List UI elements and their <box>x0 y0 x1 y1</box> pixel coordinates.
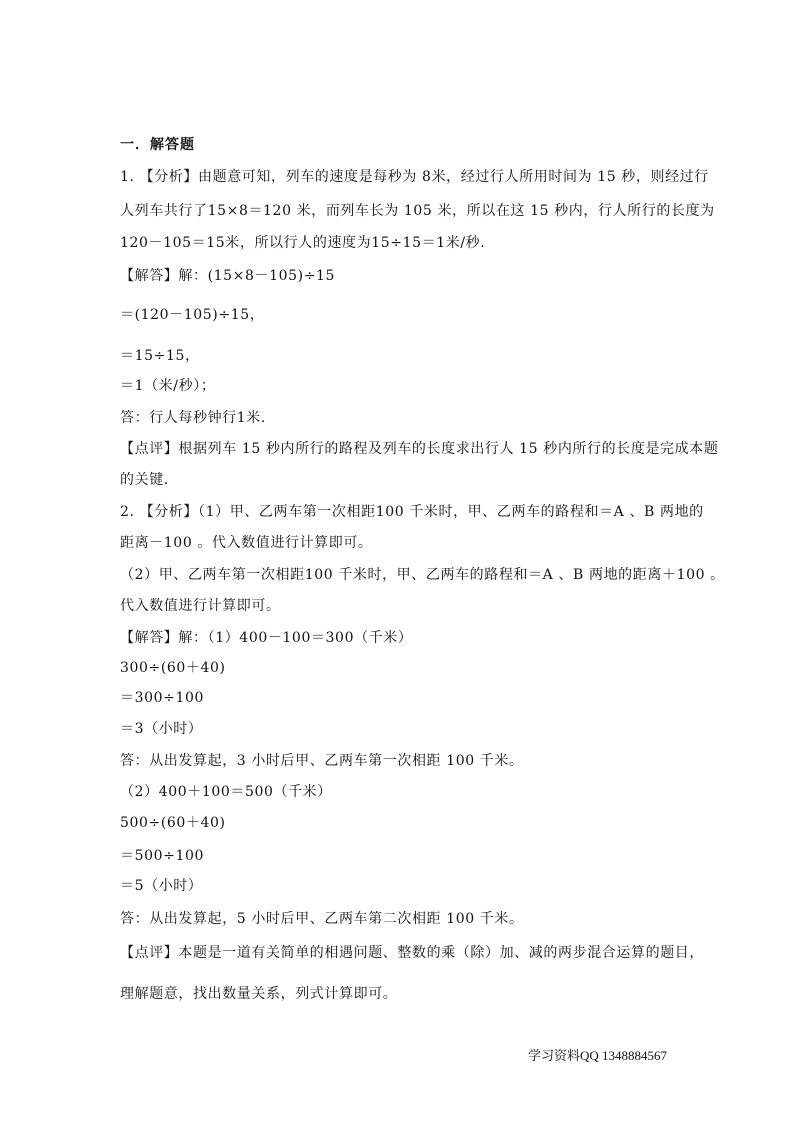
q2-solution-line-8: ＝5（小时） <box>120 878 203 894</box>
q2-solution-line-5: （2）400＋100＝500（千米） <box>120 784 332 800</box>
q1-analysis-line-1: 1. 【分析】由题意可知，列车的速度是每秒为 8米，经过行人所用时间为 15 秒，则经过行 <box>120 169 709 185</box>
q1-solution-line-2: ＝(120－105)÷15， <box>120 307 265 323</box>
q2-comment-line-1: 【点评】本题是一道有关简单的相遇问题、整数的乘（除）加、减的两步混合运算的题目， <box>120 945 704 961</box>
q2-comment-line-2: 理解题意，找出数量关系，列式计算即可。 <box>120 986 398 1002</box>
q1-solution-line-3: ＝15÷15， <box>120 348 200 364</box>
q2-solution-line-7: ＝500÷100 <box>120 848 204 864</box>
section-heading: 一．解答题 <box>120 137 195 153</box>
q1-comment-line-1: 【点评】根据列车 15 秒内所行的路程及列车的长度求出行人 15 秒内所行的长度是完成本题 <box>120 441 719 457</box>
q2-solution-line-2: 300÷(60＋40) <box>120 660 226 676</box>
q2-solution-line-6: 500÷(60＋40) <box>120 815 226 831</box>
q1-analysis-line-3: 120－105＝15米，所以行人的速度为15÷15＝1米/秒. <box>120 235 486 251</box>
q1-analysis-line-2: 人列车共行了15×8＝120 米，而列车长为 105 米，所以在这 15 秒内，行人所行的长度为 <box>120 203 715 219</box>
q2-answer-2: 答：从出发算起，5 小时后甲、乙两车第二次相距 100 千米。 <box>120 911 524 927</box>
q1-comment-line-2: 的关键. <box>120 472 169 488</box>
q2-analysis-line-4: 代入数值进行计算即可。 <box>120 598 281 614</box>
q2-solution-line-4: ＝3（小时） <box>120 721 203 737</box>
footer-contact: 学习资料QQ 1348884567 <box>528 1048 668 1063</box>
q2-analysis-line-2: 距离－100 。代入数值进行计算即可。 <box>120 535 373 551</box>
q1-solution-line-1: 【解答】解：(15×8－105)÷15 <box>120 268 336 284</box>
q2-analysis-line-1: 2. 【分析】（1）甲、乙两车第一次相距100 千米时，甲、乙两车的路程和＝A 、B 两地的 <box>120 504 704 520</box>
q1-answer: 答：行人每秒钟行1米. <box>120 410 266 426</box>
q2-solution-line-3: ＝300÷100 <box>120 690 204 706</box>
q1-solution-line-4: ＝1（米/秒）； <box>120 378 216 394</box>
q2-solution-line-1: 【解答】解：（1）400－100＝300（千米） <box>120 630 413 646</box>
q2-analysis-line-3: （2）甲、乙两车第一次相距100 千米时，甲、乙两车的路程和＝A 、B 两地的距离＋100 。 <box>120 567 725 583</box>
q2-answer-1: 答：从出发算起，3 小时后甲、乙两车第一次相距 100 千米。 <box>120 753 524 769</box>
